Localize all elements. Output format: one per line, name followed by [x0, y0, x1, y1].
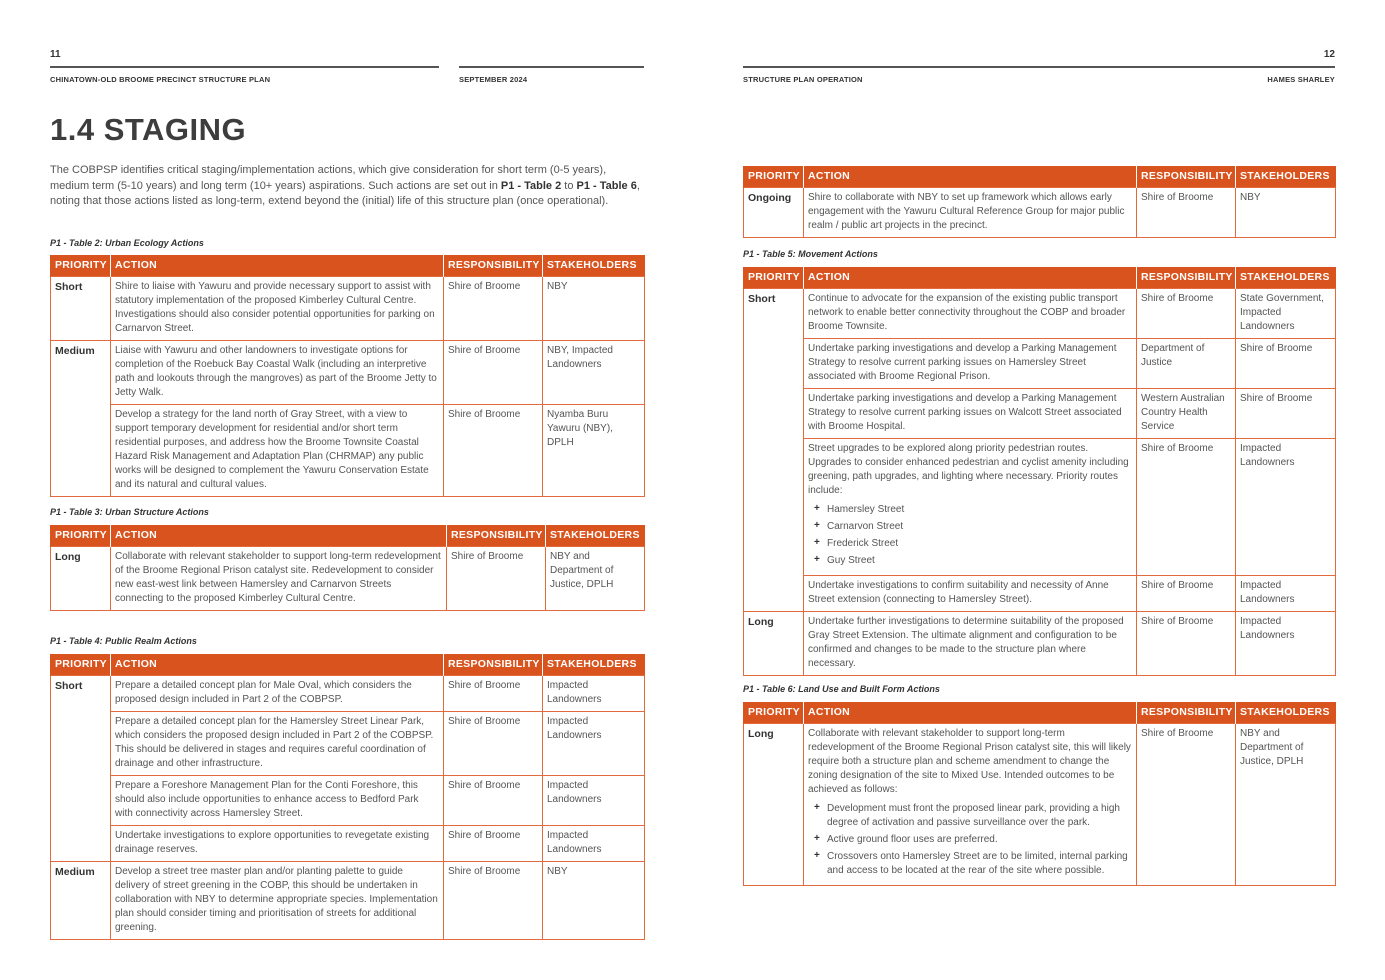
stakeholders-cell: Impacted Landowners	[1236, 575, 1336, 611]
table-row	[744, 388, 1336, 438]
column-header-responsibility: RESPONSIBILITY	[1137, 166, 1236, 187]
table-row	[744, 187, 1336, 237]
stakeholders-cell: Impacted Landowners	[543, 775, 645, 825]
table-row	[51, 825, 645, 861]
header-company: HAMES SHARLEY	[1267, 75, 1335, 84]
column-header-stakeholders: STAKEHOLDERS	[543, 654, 645, 675]
movement-table	[743, 267, 1336, 676]
action-cell	[804, 187, 1137, 237]
column-header-action: ACTION	[111, 255, 444, 276]
table-header-row	[744, 166, 1336, 187]
action-text: Prepare a Foreshore Management Plan for the Conti Foreshore, this should also include opportunities to enhance access to Bedford Park with connectivity across Hamersley Street.	[115, 779, 419, 819]
action-cell	[804, 388, 1137, 438]
header-rule	[50, 66, 439, 68]
bullet-item: + Hamersley Street	[808, 503, 1132, 517]
action-text: Prepare a detailed concept plan for Male Oval, which considers the proposed design included in Part 2 of the COBPSP.	[115, 679, 412, 705]
action-cell	[804, 338, 1137, 388]
intro-paragraph: The COBPSP identifies critical staging/implementation actions, which give consideration for short term (0-5 years), medium term (5-10 years) and long term (10+ years) aspirations. Such actions are set out in P1 - Table 2 to P1 - Table 6, noting that those actions listed as long-term, extend beyond the (initial) life of this structure plan (once operational).	[50, 164, 640, 207]
bullet-item: + Development must front the proposed linear park, providing a high degree of activation and passive surveillance over the park.	[808, 802, 1132, 830]
table-row	[51, 340, 645, 404]
column-header-priority: PRIORITY	[744, 702, 804, 723]
priority-cell: Long	[51, 546, 111, 610]
action-text: Undertake investigations to confirm suitability and necessity of Anne Street extension (connecting to Hamersley Street).	[808, 579, 1109, 605]
action-cell	[804, 575, 1137, 611]
action-text: Shire to liaise with Yawuru and provide necessary support to assist with statutory implementation of the proposed Kimberley Cultural Centre. Investigations should also consider potential opportunities for parking on Carnarvon Street.	[115, 280, 435, 334]
column-header-action: ACTION	[111, 654, 444, 675]
table-row	[744, 723, 1336, 885]
table-caption: P1 - Table 3: Urban Structure Actions	[50, 507, 209, 517]
stakeholders-cell: NBY, Impacted Landowners	[543, 340, 645, 404]
bullet-item: + Frederick Street	[808, 537, 1132, 551]
table-row	[51, 546, 645, 610]
responsibility-cell: Shire of Broome	[1137, 723, 1236, 885]
land-use-built-form-table	[743, 702, 1336, 886]
action-cell	[111, 546, 447, 610]
table-row	[744, 575, 1336, 611]
column-header-responsibility: RESPONSIBILITY	[444, 654, 543, 675]
action-text: Continue to advocate for the expansion of the existing public transport network to enable better connectivity throughout the COBP and broader Broome Townsite.	[808, 292, 1126, 332]
stakeholders-cell: Shire of Broome	[1236, 338, 1336, 388]
action-cell	[111, 861, 444, 939]
action-cell	[804, 723, 1137, 885]
table-row	[744, 611, 1336, 675]
table-header-row	[51, 525, 645, 546]
responsibility-cell: Western Australian Country Health Service	[1137, 388, 1236, 438]
header-date: SEPTEMBER 2024	[459, 75, 528, 84]
responsibility-cell: Shire of Broome	[444, 340, 543, 404]
action-text: Liaise with Yawuru and other landowners to investigate options for completion of the Roebuck Bay Coastal Walk (including an interpretive path and lookouts through the mangroves) as part of the Broome Jetty to Jetty Walk.	[115, 344, 437, 398]
responsibility-cell: Shire of Broome	[444, 675, 543, 711]
stakeholders-cell: Impacted Landowners	[543, 711, 645, 775]
stakeholders-cell: Nyamba Buru Yawuru (NBY), DPLH	[543, 404, 645, 496]
stakeholders-cell: NBY	[543, 861, 645, 939]
public-realm-table	[50, 654, 645, 940]
responsibility-cell: Shire of Broome	[444, 711, 543, 775]
left-page	[50, 0, 644, 980]
column-header-stakeholders: STAKEHOLDERS	[1236, 702, 1336, 723]
priority-cell: Long	[744, 611, 804, 675]
bullet-item: + Active ground floor uses are preferred.	[808, 833, 1132, 847]
stakeholders-cell: NBY and Department of Justice, DPLH	[1236, 723, 1336, 885]
action-text: Street upgrades to be explored along priority pedestrian routes. Upgrades to consider enhanced pedestrian and cyclist amenity including greening, path upgrades, and lighting where necessary. Priority routes include:	[808, 442, 1129, 496]
action-cell	[804, 288, 1137, 338]
responsibility-cell: Shire of Broome	[444, 404, 543, 496]
stakeholders-cell: NBY and Department of Justice, DPLH	[546, 546, 645, 610]
action-text: Undertake parking investigations and develop a Parking Management Strategy to resolve current parking issues on Walcott Street associated with Broome Hospital.	[808, 392, 1122, 432]
action-cell	[111, 711, 444, 775]
stakeholders-cell: NBY	[1236, 187, 1336, 237]
column-header-priority: PRIORITY	[51, 654, 111, 675]
action-cell	[111, 675, 444, 711]
action-text: Undertake further investigations to determine suitability of the proposed Gray Street Extension. The ultimate alignment and configuration to be confirmed and changes to be made to the structure plan where necessary.	[808, 615, 1124, 669]
stakeholders-cell: Impacted Landowners	[543, 675, 645, 711]
table-caption: P1 - Table 5: Movement Actions	[743, 249, 878, 259]
priority-cell: Ongoing	[744, 187, 804, 237]
priority-cell: Short	[51, 675, 111, 861]
urban-structure-table	[50, 525, 645, 611]
responsibility-cell: Shire of Broome	[444, 825, 543, 861]
bullet-list	[808, 802, 1132, 878]
header-document-title: CHINATOWN-OLD BROOME PRECINCT STRUCTURE PLAN	[50, 75, 271, 84]
action-text: Collaborate with relevant stakeholder to support long-term redevelopment of the Broome Regional Prison catalyst site, this will likely require both a structure plan and scheme amendment to change the zoning designation of the site to Mixed Use. Intended outcomes to be achieved as follows:	[808, 727, 1131, 795]
responsibility-cell: Shire of Broome	[1137, 288, 1236, 338]
table-caption: P1 - Table 2: Urban Ecology Actions	[50, 238, 204, 248]
ongoing-actions-table	[743, 166, 1336, 238]
right-page	[743, 0, 1335, 980]
table-header-row	[744, 702, 1336, 723]
action-cell	[804, 611, 1137, 675]
column-header-priority: PRIORITY	[744, 166, 804, 187]
priority-cell: Medium	[51, 340, 111, 496]
priority-cell: Short	[744, 288, 804, 611]
bullet-item: + Guy Street	[808, 554, 1132, 568]
action-text: Prepare a detailed concept plan for the Hamersley Street Linear Park, which considers the proposed design included in Part 2 of the COBPSP. This should be delivered in stages and requires careful coordination of drainage and other infrastructure.	[115, 715, 434, 769]
table-row	[51, 675, 645, 711]
column-header-stakeholders: STAKEHOLDERS	[1236, 166, 1336, 187]
table-row	[51, 276, 645, 340]
table-row	[51, 711, 645, 775]
stakeholders-cell: Impacted Landowners	[543, 825, 645, 861]
responsibility-cell: Shire of Broome	[444, 775, 543, 825]
page-number: 12	[1323, 49, 1335, 60]
page-number: 11	[50, 49, 61, 60]
column-header-stakeholders: STAKEHOLDERS	[546, 525, 645, 546]
table-row	[744, 288, 1336, 338]
table-row	[51, 861, 645, 939]
header-rule	[459, 66, 644, 68]
action-cell	[111, 775, 444, 825]
action-cell	[111, 340, 444, 404]
responsibility-cell: Shire of Broome	[1137, 187, 1236, 237]
column-header-stakeholders: STAKEHOLDERS	[543, 255, 645, 276]
responsibility-cell: Department of Justice	[1137, 338, 1236, 388]
column-header-action: ACTION	[804, 267, 1137, 288]
column-header-responsibility: RESPONSIBILITY	[447, 525, 546, 546]
urban-ecology-table	[50, 255, 645, 497]
table-caption: P1 - Table 4: Public Realm Actions	[50, 636, 197, 646]
table-header-row	[744, 267, 1336, 288]
priority-cell: Short	[51, 276, 111, 340]
action-cell	[111, 404, 444, 496]
column-header-priority: PRIORITY	[51, 525, 111, 546]
priority-cell: Long	[744, 723, 804, 885]
action-text: Shire to collaborate with NBY to set up framework which allows early engagement with the Yawuru Cultural Reference Group for major public realm / public art projects in the precinct.	[808, 191, 1125, 231]
action-text: Develop a strategy for the land north of Gray Street, with a view to support temporary development for residential and/or short term residential purposes, and address how the Broome Townsite Coastal Hazard Risk Management and Adaptation Plan (CHRMAP) any public works will be designed to complement the Yawuru Conservation Estate and its natural and cultural values.	[115, 408, 429, 490]
stakeholders-cell: Impacted Landowners	[1236, 438, 1336, 575]
table-row	[744, 438, 1336, 575]
bullet-item: + Crossovers onto Hamersley Street are to be limited, internal parking and access to be located at the rear of the site where possible.	[808, 850, 1132, 878]
table-header-row	[51, 255, 645, 276]
stakeholders-cell: State Government, Impacted Landowners	[1236, 288, 1336, 338]
action-cell	[111, 825, 444, 861]
stakeholders-cell: Impacted Landowners	[1236, 611, 1336, 675]
responsibility-cell: Shire of Broome	[1137, 438, 1236, 575]
action-cell	[111, 276, 444, 340]
table-caption: P1 - Table 6: Land Use and Built Form Actions	[743, 684, 940, 694]
bullet-list	[808, 503, 1132, 568]
bullet-item: + Carnarvon Street	[808, 520, 1132, 534]
column-header-priority: PRIORITY	[744, 267, 804, 288]
table-row	[51, 775, 645, 825]
header-section-name: STRUCTURE PLAN OPERATION	[743, 75, 863, 84]
column-header-responsibility: RESPONSIBILITY	[444, 255, 543, 276]
column-header-responsibility: RESPONSIBILITY	[1137, 702, 1236, 723]
action-text: Undertake parking investigations and develop a Parking Management Strategy to resolve current parking issues on Hamersley Street associated with Broome Regional Prison.	[808, 342, 1117, 382]
action-cell	[804, 438, 1137, 575]
responsibility-cell: Shire of Broome	[1137, 575, 1236, 611]
column-header-action: ACTION	[804, 166, 1137, 187]
responsibility-cell: Shire of Broome	[444, 861, 543, 939]
priority-cell: Medium	[51, 861, 111, 939]
column-header-responsibility: RESPONSIBILITY	[1137, 267, 1236, 288]
action-text: Undertake investigations to explore opportunities to revegetate existing drainage reserves.	[115, 829, 430, 855]
table-header-row	[51, 654, 645, 675]
responsibility-cell: Shire of Broome	[444, 276, 543, 340]
stakeholders-cell: NBY	[543, 276, 645, 340]
responsibility-cell: Shire of Broome	[447, 546, 546, 610]
column-header-stakeholders: STAKEHOLDERS	[1236, 267, 1336, 288]
responsibility-cell: Shire of Broome	[1137, 611, 1236, 675]
column-header-priority: PRIORITY	[51, 255, 111, 276]
action-text: Develop a street tree master plan and/or planting palette to guide delivery of street greening in the COBP, this should be undertaken in collaboration with NBY to determine appropriate species. Implementation plan should consider timing and prioritisation of streets for additional greening.	[115, 865, 438, 933]
action-text: Collaborate with relevant stakeholder to support long-term redevelopment of the Broome Regional Prison catalyst site. Redevelopment to consider new east-west link between Hamersley and Carnarvon Streets connecting to the proposed Kimberley Cultural Centre.	[115, 550, 441, 604]
table-row	[744, 338, 1336, 388]
header-rule	[743, 66, 1335, 68]
section-title: 1.4 STAGING	[50, 112, 247, 147]
table-row	[51, 404, 645, 496]
column-header-action: ACTION	[804, 702, 1137, 723]
stakeholders-cell: Shire of Broome	[1236, 388, 1336, 438]
column-header-action: ACTION	[111, 525, 447, 546]
